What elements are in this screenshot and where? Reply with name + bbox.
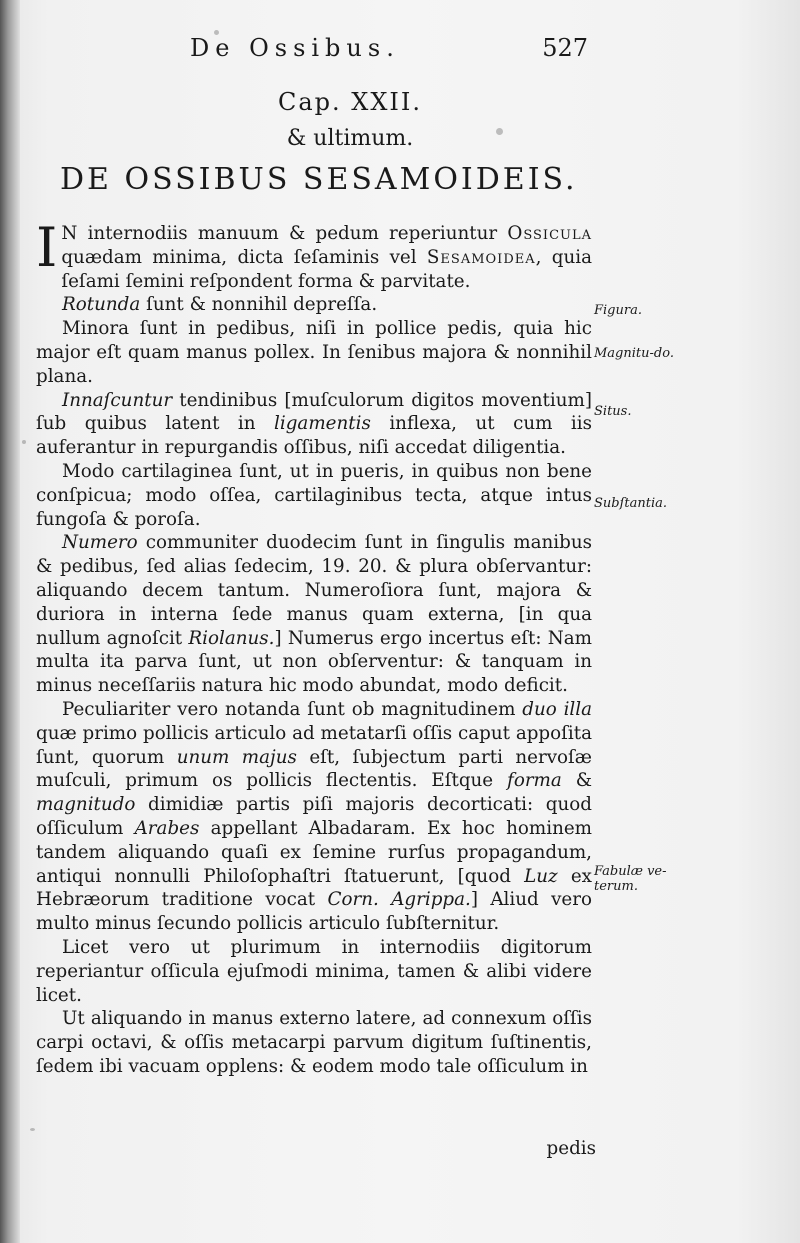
margin-note-magnitudo: Magnitu-do. [594, 346, 674, 361]
body-text [36, 216, 593, 1079]
margin-note-fabulae: Fabulæ ve-terum. [594, 864, 667, 894]
page-number: 527 [542, 34, 588, 62]
ink-speck [214, 30, 219, 35]
paragraph-8: Licet vero ut plurimum in internodiis digitorum reperiantur oſſicula ejuſmodi minima, tamen & alibi videre licet. [36, 936, 592, 1006]
running-head: De Ossibus. [190, 34, 400, 62]
margin-note-situs: Situs. [594, 404, 632, 419]
paragraph-7: Peculiariter vero notanda ſunt ob magnitudinem duo illa quæ primo pollicis articulo ad metatarſi oſſis caput appoſita ſunt, quorum unum majus eſt, ſubjectum parti nervoſæ muſculi, primum os pollicis flectentis. Eſtque forma & magnitudo dimidiæ partis piſi majoris decorticati: quod oſſiculum Arabes appellant Albadaram. Ex hoc hominem tandem aliquando quaſi ex ſemine rurſus propagandum, antiqui nonnulli Philoſophaſtri ſtatuerunt, [quod Luz ex Hebræorum traditione vocat Corn. Agrippa.] Aliud vero multo minus ſecundo pollicis articulo ſubſternitur. [36, 698, 593, 935]
ink-speck [30, 1128, 35, 1131]
paragraph-9: Ut aliquando in manus externo latere, ad connexum oſſis carpi octavi, & oſſis metacarpi parvum digitum ſuſtinentis, ſedem ibi vacuam opplens: & eodem modo tale oſſiculum in [36, 1008, 592, 1077]
margin-note-figura: Figura. [594, 303, 642, 318]
chapter-title: DE OSSIBUS SESAMOIDEIS. [60, 162, 578, 197]
chapter-subtitle: & ultimum. [286, 126, 414, 151]
chapter-label: Cap. XXII. [277, 88, 423, 116]
paragraph-4: Innaſcuntur tendinibus [muſculorum digitos moventium] ſub quibus latent in ligamentis inflexa, ut cum iis auferantur in repurgandis oſſibus, niſi accedat diligentia. [36, 389, 592, 459]
paragraph-3: Minora ſunt in pedibus, niſi in pollice pedis, quia hic major eſt quam manus pollex. In ſenibus majora & nonnihil plana. [36, 318, 592, 387]
paragraph-5: Modo cartilaginea ſunt, ut in pueris, in quibus non bene conſpicua; modo oſſea, cartilaginibus tecta, atque intus fungoſa & poroſa. [36, 460, 592, 530]
binding-shadow [0, 0, 20, 1243]
paragraph-1: I N internodiis manuum & pedum reperiuntur Ossicula quædam minima, dicta ſeſaminis vel Sesamoidea, quia ſeſami ſemini reſpondent forma & parvitate. [36, 216, 592, 292]
paragraph-2: Rotunda ſunt & nonnihil depreſſa. [62, 294, 378, 316]
catchword: pedis [546, 1138, 596, 1159]
margin-note-substantia: Subſtantia. [594, 496, 668, 511]
paragraph-6: Numero communiter duodecim ſunt in ſingulis manibus & pedibus, ſed alias ſedecim, 19. 20. & plura obſervantur: aliquando decem tantum. Numeroſiora ſunt, majora & duriora in interna ſede manus quam externa, [in qua nullum agnoſcit Riolanus.] Numerus ergo incertus eſt: Nam multa ita parva ſunt, ut non obſerventur: & tanquam in minus neceſſariis natura hic modo abundat, modo deficit. [36, 532, 592, 697]
page-header [190, 34, 600, 70]
ink-speck [496, 128, 503, 135]
ink-speck [22, 440, 26, 444]
drop-cap: I [36, 216, 58, 279]
